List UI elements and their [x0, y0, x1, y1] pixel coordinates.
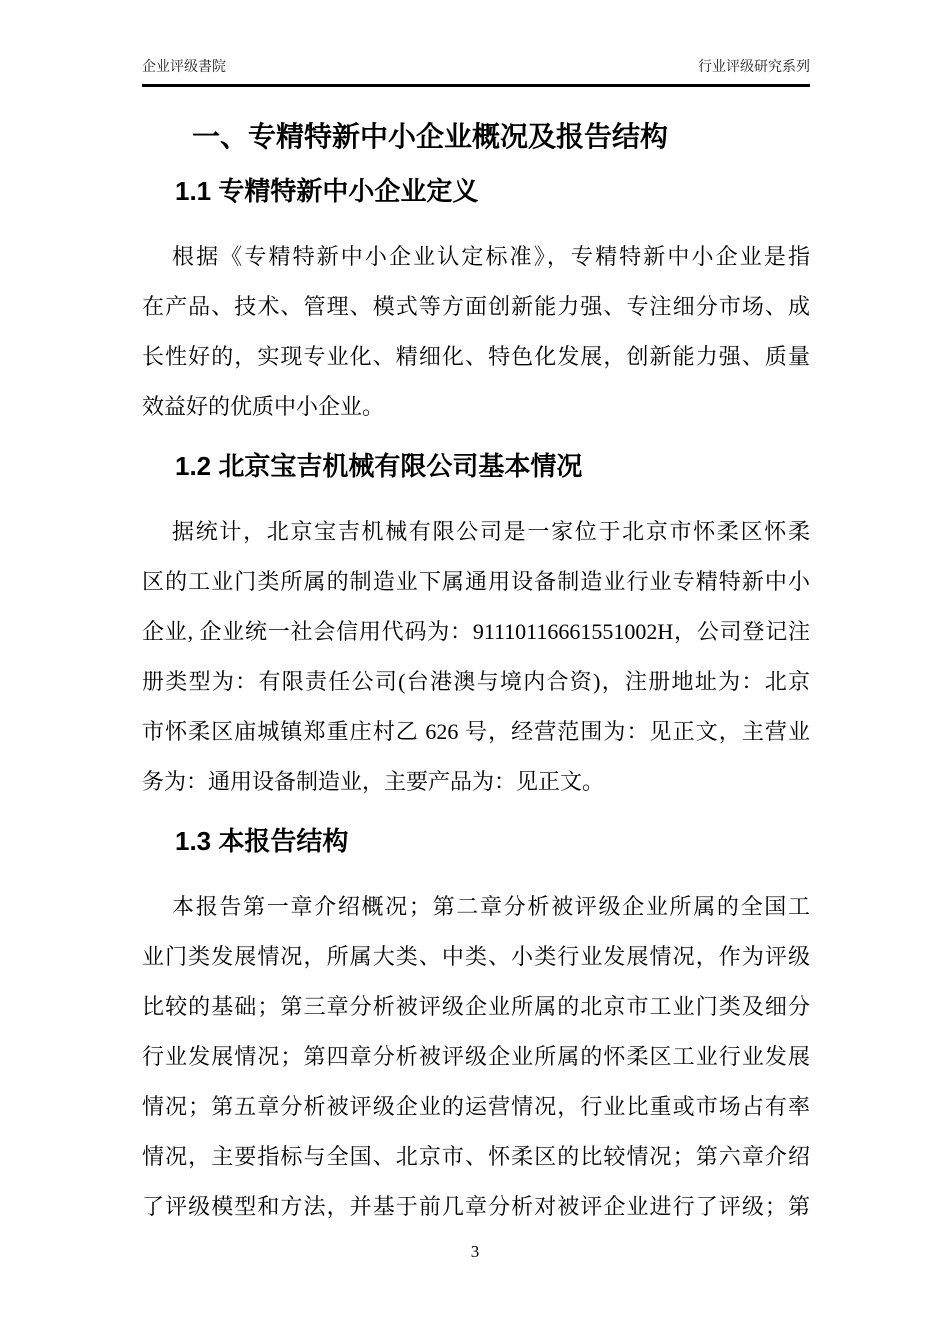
text-line: 企业, 企业统一社会信用代码为：91110116661551002H，公司登记注: [142, 619, 810, 644]
text-line: 根据《专精特新中小企业认定标准》，专精特新中小企业是指: [172, 244, 810, 269]
text-line: 市怀柔区庙城镇郑重庄村乙 626 号，经营范围为：见正文，主营业: [142, 719, 810, 744]
text-line: 情况，主要指标与全国、北京市、怀柔区的比较情况；第六章介绍: [142, 1144, 810, 1169]
text-line: 本报告第一章介绍概况；第二章分析被评级企业所属的全国工: [172, 894, 810, 919]
sections-container: [142, 172, 810, 1232]
text-line: 据统计，北京宝吉机械有限公司是一家位于北京市怀柔区怀柔: [172, 519, 810, 544]
section-heading: 1.3 本报告结构: [175, 826, 349, 856]
text-line: 长性好的，实现专业化、精细化、特色化发展，创新能力强、质量: [142, 344, 810, 369]
header-right-text: 行业评级研究系列: [698, 60, 810, 75]
page-header: [142, 0, 810, 87]
text-line: 效益好的优质中小企业。: [142, 394, 385, 419]
text-line: 在产品、技术、管理、模式等方面创新能力强、专注细分市场、成: [142, 294, 810, 319]
text-line: 册类型为：有限责任公司(台港澳与境内合资)，注册地址为：北京: [142, 669, 810, 694]
text-line: 行业发展情况；第四章分析被评级企业所属的怀柔区工业行业发展: [142, 1044, 810, 1069]
text-line: 区的工业门类所属的制造业下属通用设备制造业行业专精特新中小: [142, 569, 810, 594]
text-line: 比较的基础；第三章分析被评级企业所属的北京市工业门类及细分: [142, 994, 810, 1019]
text-line: 了评级模型和方法，并基于前几章分析对被评企业进行了评级；第: [142, 1194, 810, 1219]
page-footer: [0, 1241, 950, 1263]
paragraph: [142, 232, 810, 432]
text-line: 务为：通用设备制造业，主要产品为：见正文。: [142, 769, 605, 794]
paragraph: [142, 507, 810, 807]
report-section: [142, 172, 810, 432]
section-heading: 1.1 专精特新中小企业定义: [175, 176, 479, 206]
text-line: 情况；第五章分析被评级企业的运营情况，行业比重或市场占有率: [142, 1094, 810, 1119]
section-heading: 1.2 北京宝吉机械有限公司基本情况: [175, 451, 583, 481]
report-section: [142, 822, 810, 1232]
header-left-text: 企业评级書院: [142, 60, 226, 75]
chapter-title: 一、专精特新中小企业概况及报告结构: [192, 121, 669, 152]
paragraph: [142, 882, 810, 1232]
document-page: [142, 0, 810, 1232]
page-number: 3: [470, 1242, 480, 1261]
report-section: [142, 447, 810, 807]
text-line: 业门类发展情况，所属大类、中类、小类行业发展情况，作为评级: [142, 944, 810, 969]
